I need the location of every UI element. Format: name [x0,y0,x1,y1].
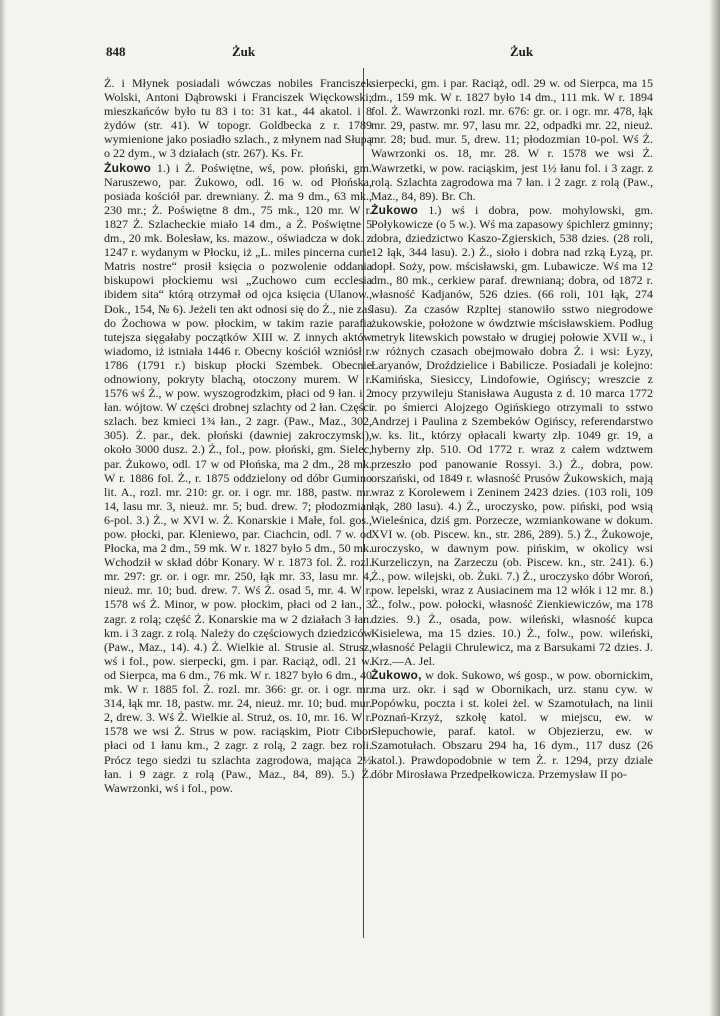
entry-zukowo-plonsk [104,161,372,795]
continued-entry-text: Ż. i Młynek posiadali wówczas nobiles Franciszek Wolski, Antoni Dąbrowski i Franciszek Więckowski; mieszkańców było tu 83 i to: 31 kat., 44 akatol. i 8 żydów (str. 41). W topogr. Goldbecka z r. 1789 wymienione jako posiadło szlach., z młynem nad Słupą o 22 dym., w 3 działach (str. 267). Ks. Fr. [104,76,372,161]
page-number: 848 [106,44,126,59]
continued-entry-text: sierpecki, gm. i par. Raciąż, odl. 29 w. od Sierpca, ma 15 dm., 159 mk. W r. 1827 było 14 dm., 111 mk. W r. 1894 fol. Ż. Wawrzonki rozl. mr. 676: gr. or. i ogr. mr. 478, łąk mr. 29, pastw. mr. 97, lasu mr. 22, odpadki mr. 22, nieuż. mr. 28; bud. mur. 5, drew. 11; płodozmian 10-pol. Wś Ż. Wawrzonki os. 18, mr. 28. W r. 1578 we wsi Ż. Wawrzetki, w pow. raciąskim, jest 1½ łanu fol. i 3 zagr. z rolą. Szlachta zagrodowa ma 7 łan. i 2 zagr. z rolą (Paw., Maz., 84, 89). Br. Ch. [371,76,653,203]
entry-headword: Żukowo [371,202,419,217]
entry-headword: Żukowo, [371,667,422,682]
page-right-edge [710,0,720,1016]
left-column [104,76,372,795]
page-left-edge [0,0,6,1016]
entry-headword: Żukowo [104,160,152,175]
entry-body: 1.) wś i dobra, pow. mohylowski, gm. Połykowicze (o 5 w.). Wś ma zapasowy śpichlerz gminny; dobra, dziedzictwo Kaszo-Zgierskich, 538 dzies. (28 roli, 12 łąk, 344 lasu). 2.) Ż., sioło i dobra nad rzką Łyzą, pr. dopł. Soży, pow. mścisławski, gm. Lubawicze. Wś ma 12 dm., 80 mk., cerkiew paraf. drewnianą; dobra, od 1872 r. własność Kadjanów, 526 dzies. (66 roli, 101 łąk, 274 lasu). Za czasów Rzpltej stanowiło sstwo niegrodowe żukowskie, położone w ówdztwie mścisławskiem. Podług metryk litewskich powstało w drugiej połowie XVII w., i w różnych czasach obejmowało dobra Ż. i wsi: Łyzy, Łaryanów, Droździelice i Babilicze. Posiadali je kolejno: Kamińska, Siesiccy, Lindofowie, Ogińscy; wreszcie z mocy przywileju Stanisława Augusta z d. 10 marca 1772 r. po śmierci Alojzego Ogińskiego otrzymali to sstwo Andrzej i Paulina z Szembeków Ogińscy, referendarstwo w. ks. lit., którzy opłacali kwarty złp. 1049 gr. 19, a hyberny złp. 510. Od 1772 r. wraz z całem wdztwem przeszło pod panowanie Rossyi. 3.) Ż., dobra, pow. orszański, od 1849 r. własność Prusów Żukowskich, mają wraz z Korolewem i Zeninem 2423 dzies. (103 roli, 109 łąk, 280 lasu). 4.) Ż., uroczysko, pow. piński, pod wsią Wieleśnica, dziś gm. Porzecze, wzmiankowane w dokum. XVI w. (ob. Piscew. kn., str. 286, 289). 5.) Ż., Żukowoje, uroczysko, w dawnym pow. pińskim, w okolicy wsi Kurzeliczyn, na Zarzeczu (ob. Piscew. kn., str. 241). 6.) Ż., pow. wilejski, ob. Żuki. 7.) Ż., uroczysko dóbr Woroń, pow. lepelski, wraz z Ausiacinem ma 12 włók i 12 mr. 8.) Ż., folw., pow. połocki, własność Zienkiewiczów, ma 178 dzies. 9.) Ż., osada, pow. wileński, własność kupca Kisielewa, ma 15 dzies. 10.) Ż., folw., pow. wileński, własność Pelagii Chrulewicz, ma z Barsukami 72 dzies. J. Krz.—A. Jel. [371,202,653,668]
entry-body: w dok. Sukowo, wś gosp., w pow. obornickim, ma urz. okr. i sąd w Obornikach, urz. stanu cyw. w Popówku, poczta i st. kolei żel. w Szamotułach, na linii Poznań-Krzyż, szkołę katol. w miejscu, ew. w Słepuchowie, paraf. katol. w Objezierzu, ew. w Szamotułach. Obszaru 294 ha, 16 dym., 117 dusz (26 katol.). Prawdopodobnie w tem Ż. r. 1294, przy dziale dóbr Mirosława Przedpełkowicza. Przemysław II po- [371,667,653,781]
entry-body: 1.) i Ż. Poświętne, wś, pow. płoński, gm. Naruszewo, par. Żukowo, odl. 16 w. od Płońska, posiada kościół par. drewniany. Ż. ma 9 dm., 63 mk., 230 mr.; Ż. Poświętne 8 dm., 75 mk., 120 mr. W r. 1827 Ż. Szlacheckie miało 14 dm., a Ż. Poświętne 5 dm., 20 mk. Bolesław, ks. mazow., oświadcza w dok. z 1247 r. wydanym w Płocku, iż „L. miles pincerna curie Matris nostre“ prosił księcia o pozwolenie oddania biskupowi płockiemu wsi „Zuchowo cum ecclesia ibidem sita“ którą otrzymał od ojca księcia (Ulanow., Dok., 154, № 6). Jeżeli ten akt odnosi się do Ż., nie zaś do Żochowa w pow. płockim, w takim razie parafia tutejsza sięgałaby początków XIII w. Z innych aktów wiadomo, iż istniała 1446 r. Obecny kościół wzniósł r. 1786 (1791 r.) biskup płocki Szembek. Obecnie odnowiony, pokryty blachą, otoczony murem. W r. 1576 wś Ż., w pow. wyszogrodzkim, płaci od 9 łan. i 2 łan. wójtow. W części drobnej szlachty od 2 łan. Części szlach. bez kmieci 1¾ łan., 2 zagr. (Paw., Maz., 302, 305). Ż. par., dek. płoński (dawniej zakroczymski), około 3000 dusz. 2.) Ż., fol., pow. płoński, gm. Sielec, par. Żukowo, odl. 17 w od Płońska, ma 2 dm., 28 mk. W r. 1886 fol. Ż., r. 1875 oddzielony od dóbr Gumino lit. A., rozl. mr. 210: gr. or. i ogr. mr. 188, pastw. mr. 14, lasu mr. 3, nieuż. mr. 5; bud. drew. 7; płodozmian 6-pol. 3.) Ż., w XVI w. Ż. Konarskie i Małe, fol. gos., pow. płocki, par. Kleniewo, par. Ciachcin, odl. 7 w. od Płocka, ma 2 dm., 59 mk. W r. 1827 było 5 dm., 50 mk. Wchodził w skład dóbr Konary. W r. 1873 fol. Ż. rozl. mr. 297: gr. or. i ogr. mr. 250, łąk mr. 33, lasu mr. 4, nieuż. mr. 10; bud. drew. 7. Wś Ż. osad 5, mr. 4. W r. 1578 wś Ż. Minor, w pow. płockim, płaci od 2 łan., 3 zagr. z rolą; część Ż. Konarskie ma w 2 działach 3 łan. km. i 3 zagr. z rolą. Należy do częściowych dziedziców (Paw., Maz., 14). 4.) Ż. Wielkie al. Strusie al. Strusz, wś i fol., pow. sierpecki, gm. i par. Raciąż, odl. 21 w. od Sierpca, ma 6 dm., 76 mk. W r. 1827 było 6 dm., 40 mk. W r. 1885 fol. Ż. rozl. mr. 366: gr. or. i ogr. mr. 314, łąk mr. 18, pastw. mr. 24, nieuż. mr. 10; bud. mur. 2, drew. 3. Wś Ż. Wielkie al. Struż, os. 10, mr. 16. W r. 1578 we wsi Ż. Strus w pow. raciąskim, Piotr Cibor płaci od 1 łanu km., 2 zagr. z rolą, 2 zagr. bez roli. Prócz tego siedzi tu szlachta zagrodowa, mająca 2½ łan. i 9 zagr. z rolą (Paw., Maz., 84, 89). 5.) Ż. Wawrzonki, wś i fol., pow. [104,160,372,795]
running-title-right: Żuk [510,44,534,59]
entry-zukowo-oborniki [371,668,653,781]
entry-zukowo-mohylow [371,203,653,668]
running-title-left: Żuk [232,44,256,59]
right-column [371,76,653,781]
